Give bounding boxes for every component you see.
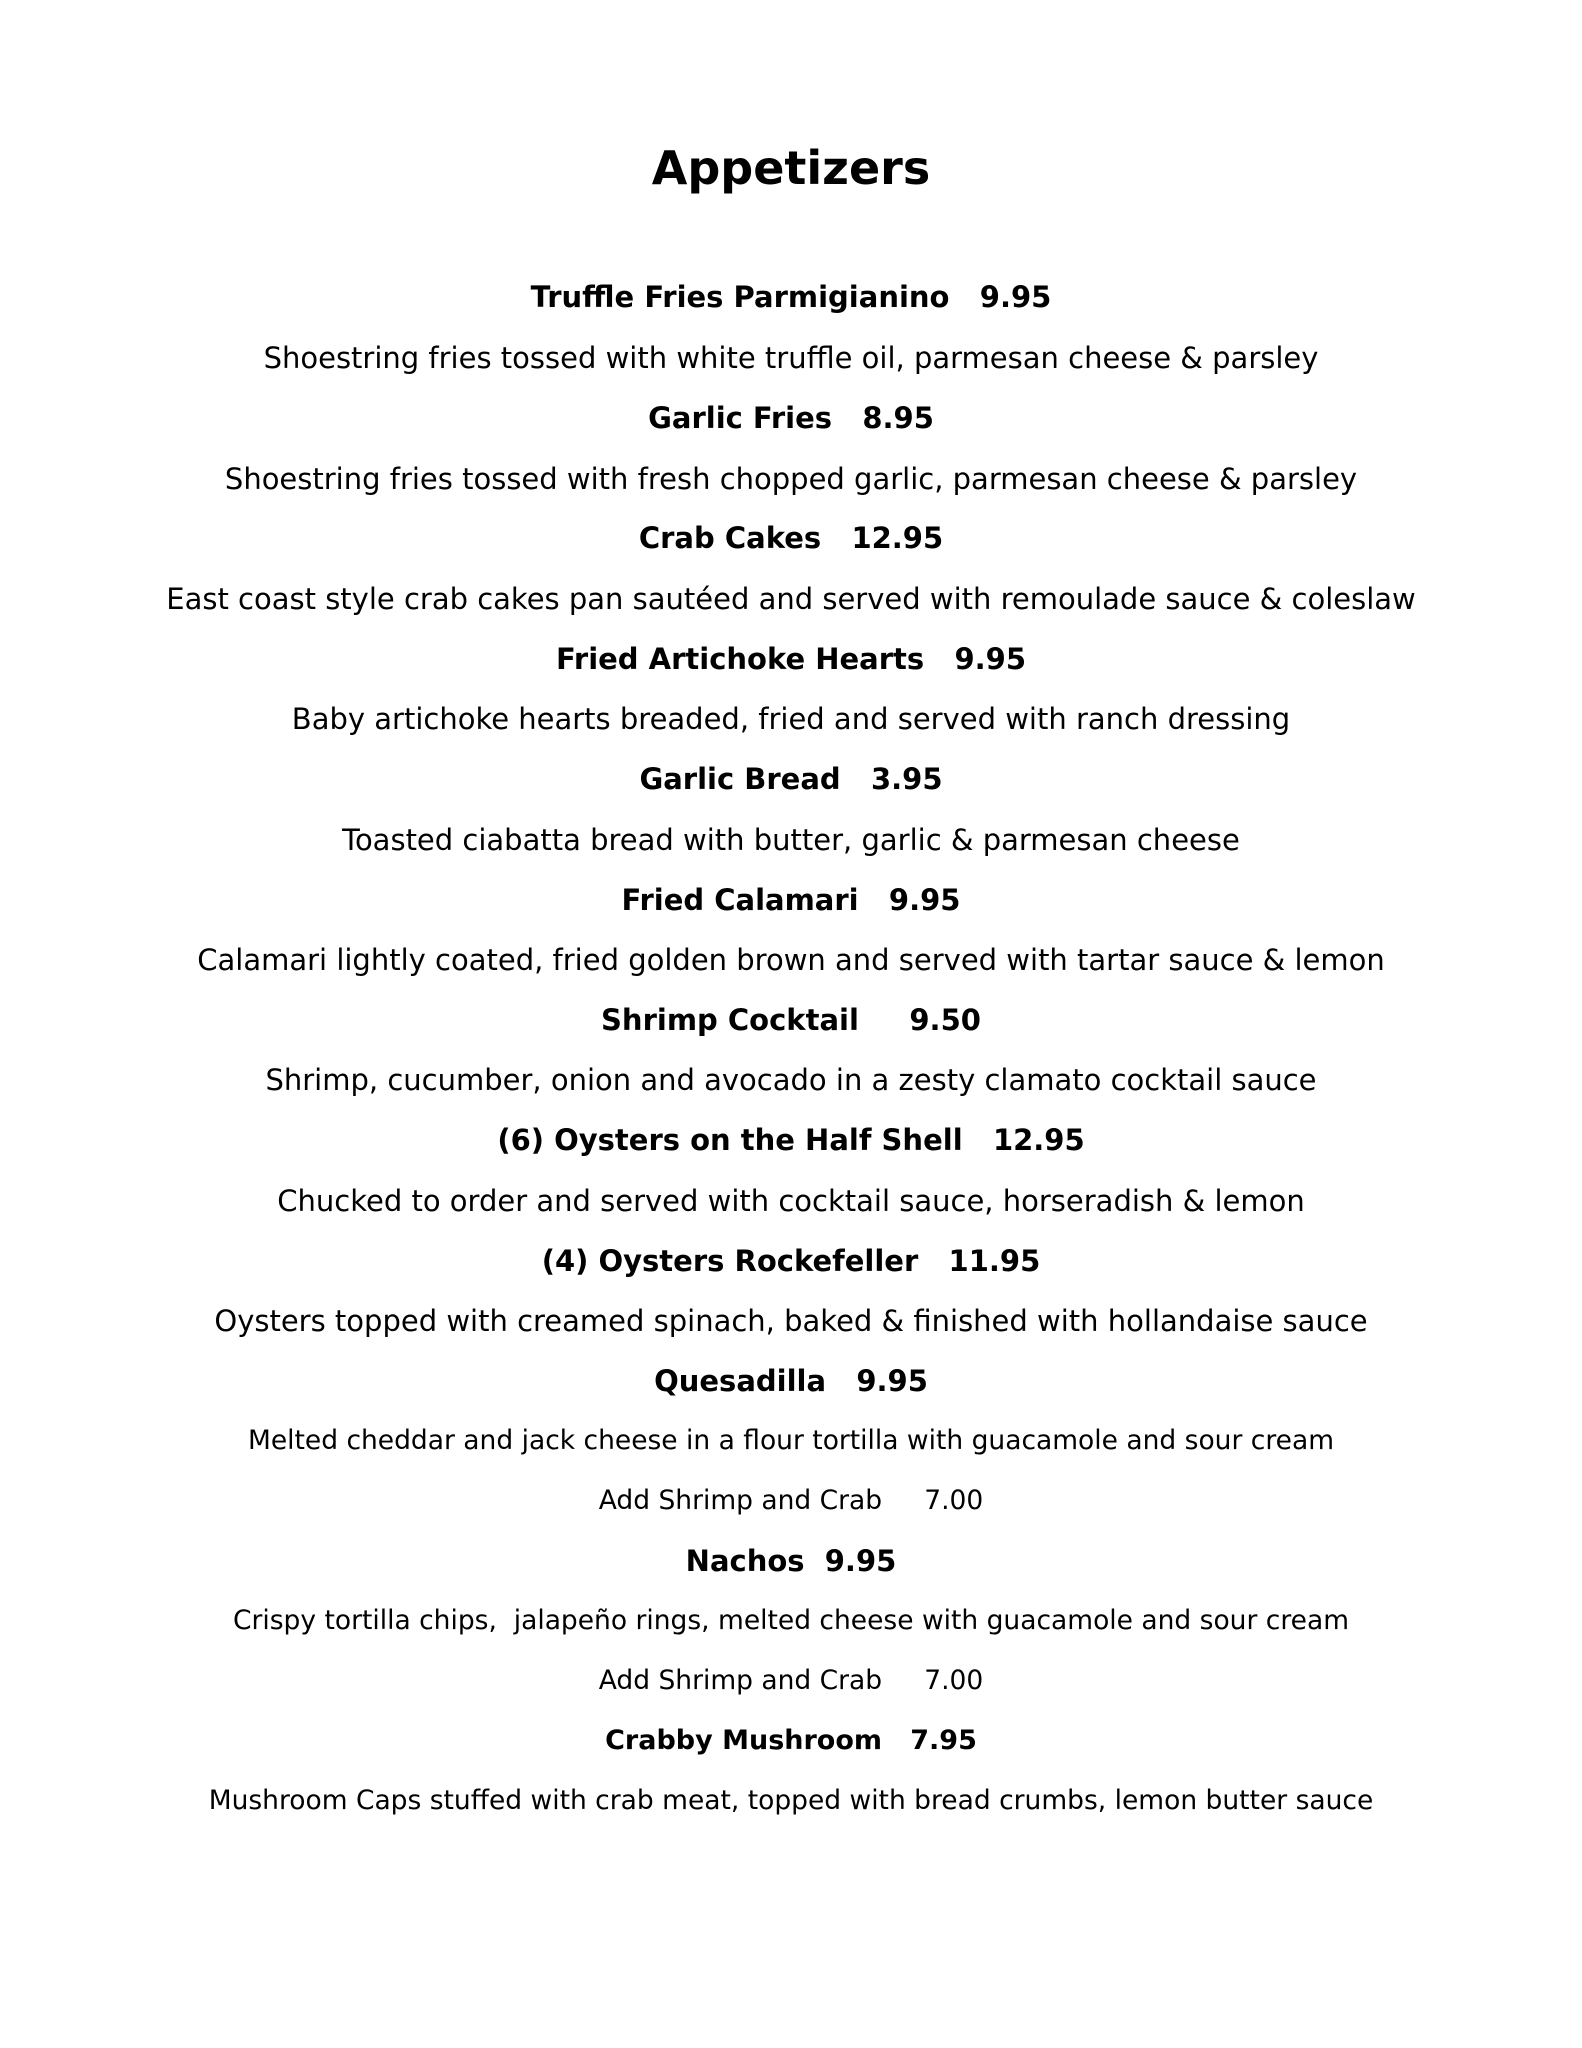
item-price: 9.95 (824, 1544, 897, 1578)
item-name: Garlic Fries (648, 401, 833, 435)
item-name: Fried Calamari (621, 883, 859, 917)
item-description: Toasted ciabatta bread with butter, garlic & parmesan cheese (342, 823, 1240, 857)
menu-item-heading (0, 398, 1582, 438)
item-description: Chucked to order and served with cocktail sauce, horseradish & lemon (277, 1184, 1305, 1218)
addon-label: Add Shrimp and Crab (598, 1665, 883, 1696)
menu-item-heading (0, 639, 1582, 679)
item-description: Baby artichoke hearts breaded, fried and served with ranch dressing (291, 702, 1291, 736)
item-name: Fried Artichoke Hearts (555, 642, 925, 676)
page-title: Appetizers (651, 141, 931, 195)
item-price: 3.95 (870, 762, 943, 796)
addon-line (0, 1661, 1582, 1701)
item-price: 12.95 (992, 1123, 1085, 1157)
item-price: 9.95 (856, 1364, 928, 1398)
item-description: Oysters topped with creamed spinach, baked & finished with hollandaise sauce (214, 1304, 1368, 1338)
item-description: Shoestring fries tossed with fresh chopped garlic, parmesan cheese & parsley (224, 462, 1358, 496)
item-description: Crispy tortilla chips, jalapeño rings, melted cheese with guacamole and sour cream (232, 1605, 1350, 1636)
addon-price: 7.00 (924, 1485, 984, 1516)
item-description: Shoestring fries tossed with white truffle oil, parmesan cheese & parsley (263, 341, 1319, 375)
item-name: Crab Cakes (638, 521, 822, 555)
menu-item-heading (0, 518, 1582, 558)
item-description: Calamari lightly coated, fried golden brown and served with tartar sauce & lemon (197, 943, 1385, 977)
item-name: Shrimp Cocktail (601, 1003, 859, 1037)
menu-item-heading (0, 759, 1582, 799)
item-price: 11.95 (948, 1244, 1041, 1278)
item-price: 12.95 (851, 521, 944, 555)
item-price: 8.95 (862, 401, 934, 435)
item-name: Nachos (685, 1544, 805, 1578)
item-description: Mushroom Caps stuffed with crab meat, topped with bread crumbs, lemon butter sauce (208, 1785, 1374, 1816)
item-name: Quesadilla (654, 1364, 827, 1398)
item-name: Truffle Fries Parmigianino (530, 280, 950, 314)
item-price: 7.95 (910, 1725, 977, 1756)
addon-price: 7.00 (924, 1665, 984, 1696)
item-name: Crabby Mushroom (605, 1725, 883, 1756)
item-price: 9.95 (888, 883, 961, 917)
menu-item-heading (0, 1361, 1582, 1401)
item-name: (4) Oysters Rockefeller (541, 1244, 919, 1278)
menu-item-heading (0, 1120, 1582, 1160)
addon-line (0, 1481, 1582, 1521)
menu-item-heading (0, 1000, 1582, 1040)
item-price: 9.50 (909, 1003, 981, 1037)
item-description: East coast style crab cakes pan sautéed and served with remoulade sauce & coleslaw (166, 582, 1416, 616)
menu-item-heading (0, 1721, 1582, 1761)
menu-item-heading (0, 277, 1582, 317)
addon-label: Add Shrimp and Crab (598, 1485, 883, 1516)
item-price: 9.95 (979, 280, 1052, 314)
item-name: Garlic Bread (639, 762, 841, 796)
menu-item-heading (0, 1241, 1582, 1281)
item-description: Melted cheddar and jack cheese in a flour tortilla with guacamole and sour cream (247, 1425, 1335, 1456)
menu-item-heading (0, 880, 1582, 920)
item-description: Shrimp, cucumber, onion and avocado in a zesty clamato cocktail sauce (265, 1063, 1317, 1097)
item-price: 9.95 (954, 642, 1027, 676)
item-name: (6) Oysters on the Half Shell (497, 1123, 963, 1157)
menu-item-heading (0, 1541, 1582, 1581)
